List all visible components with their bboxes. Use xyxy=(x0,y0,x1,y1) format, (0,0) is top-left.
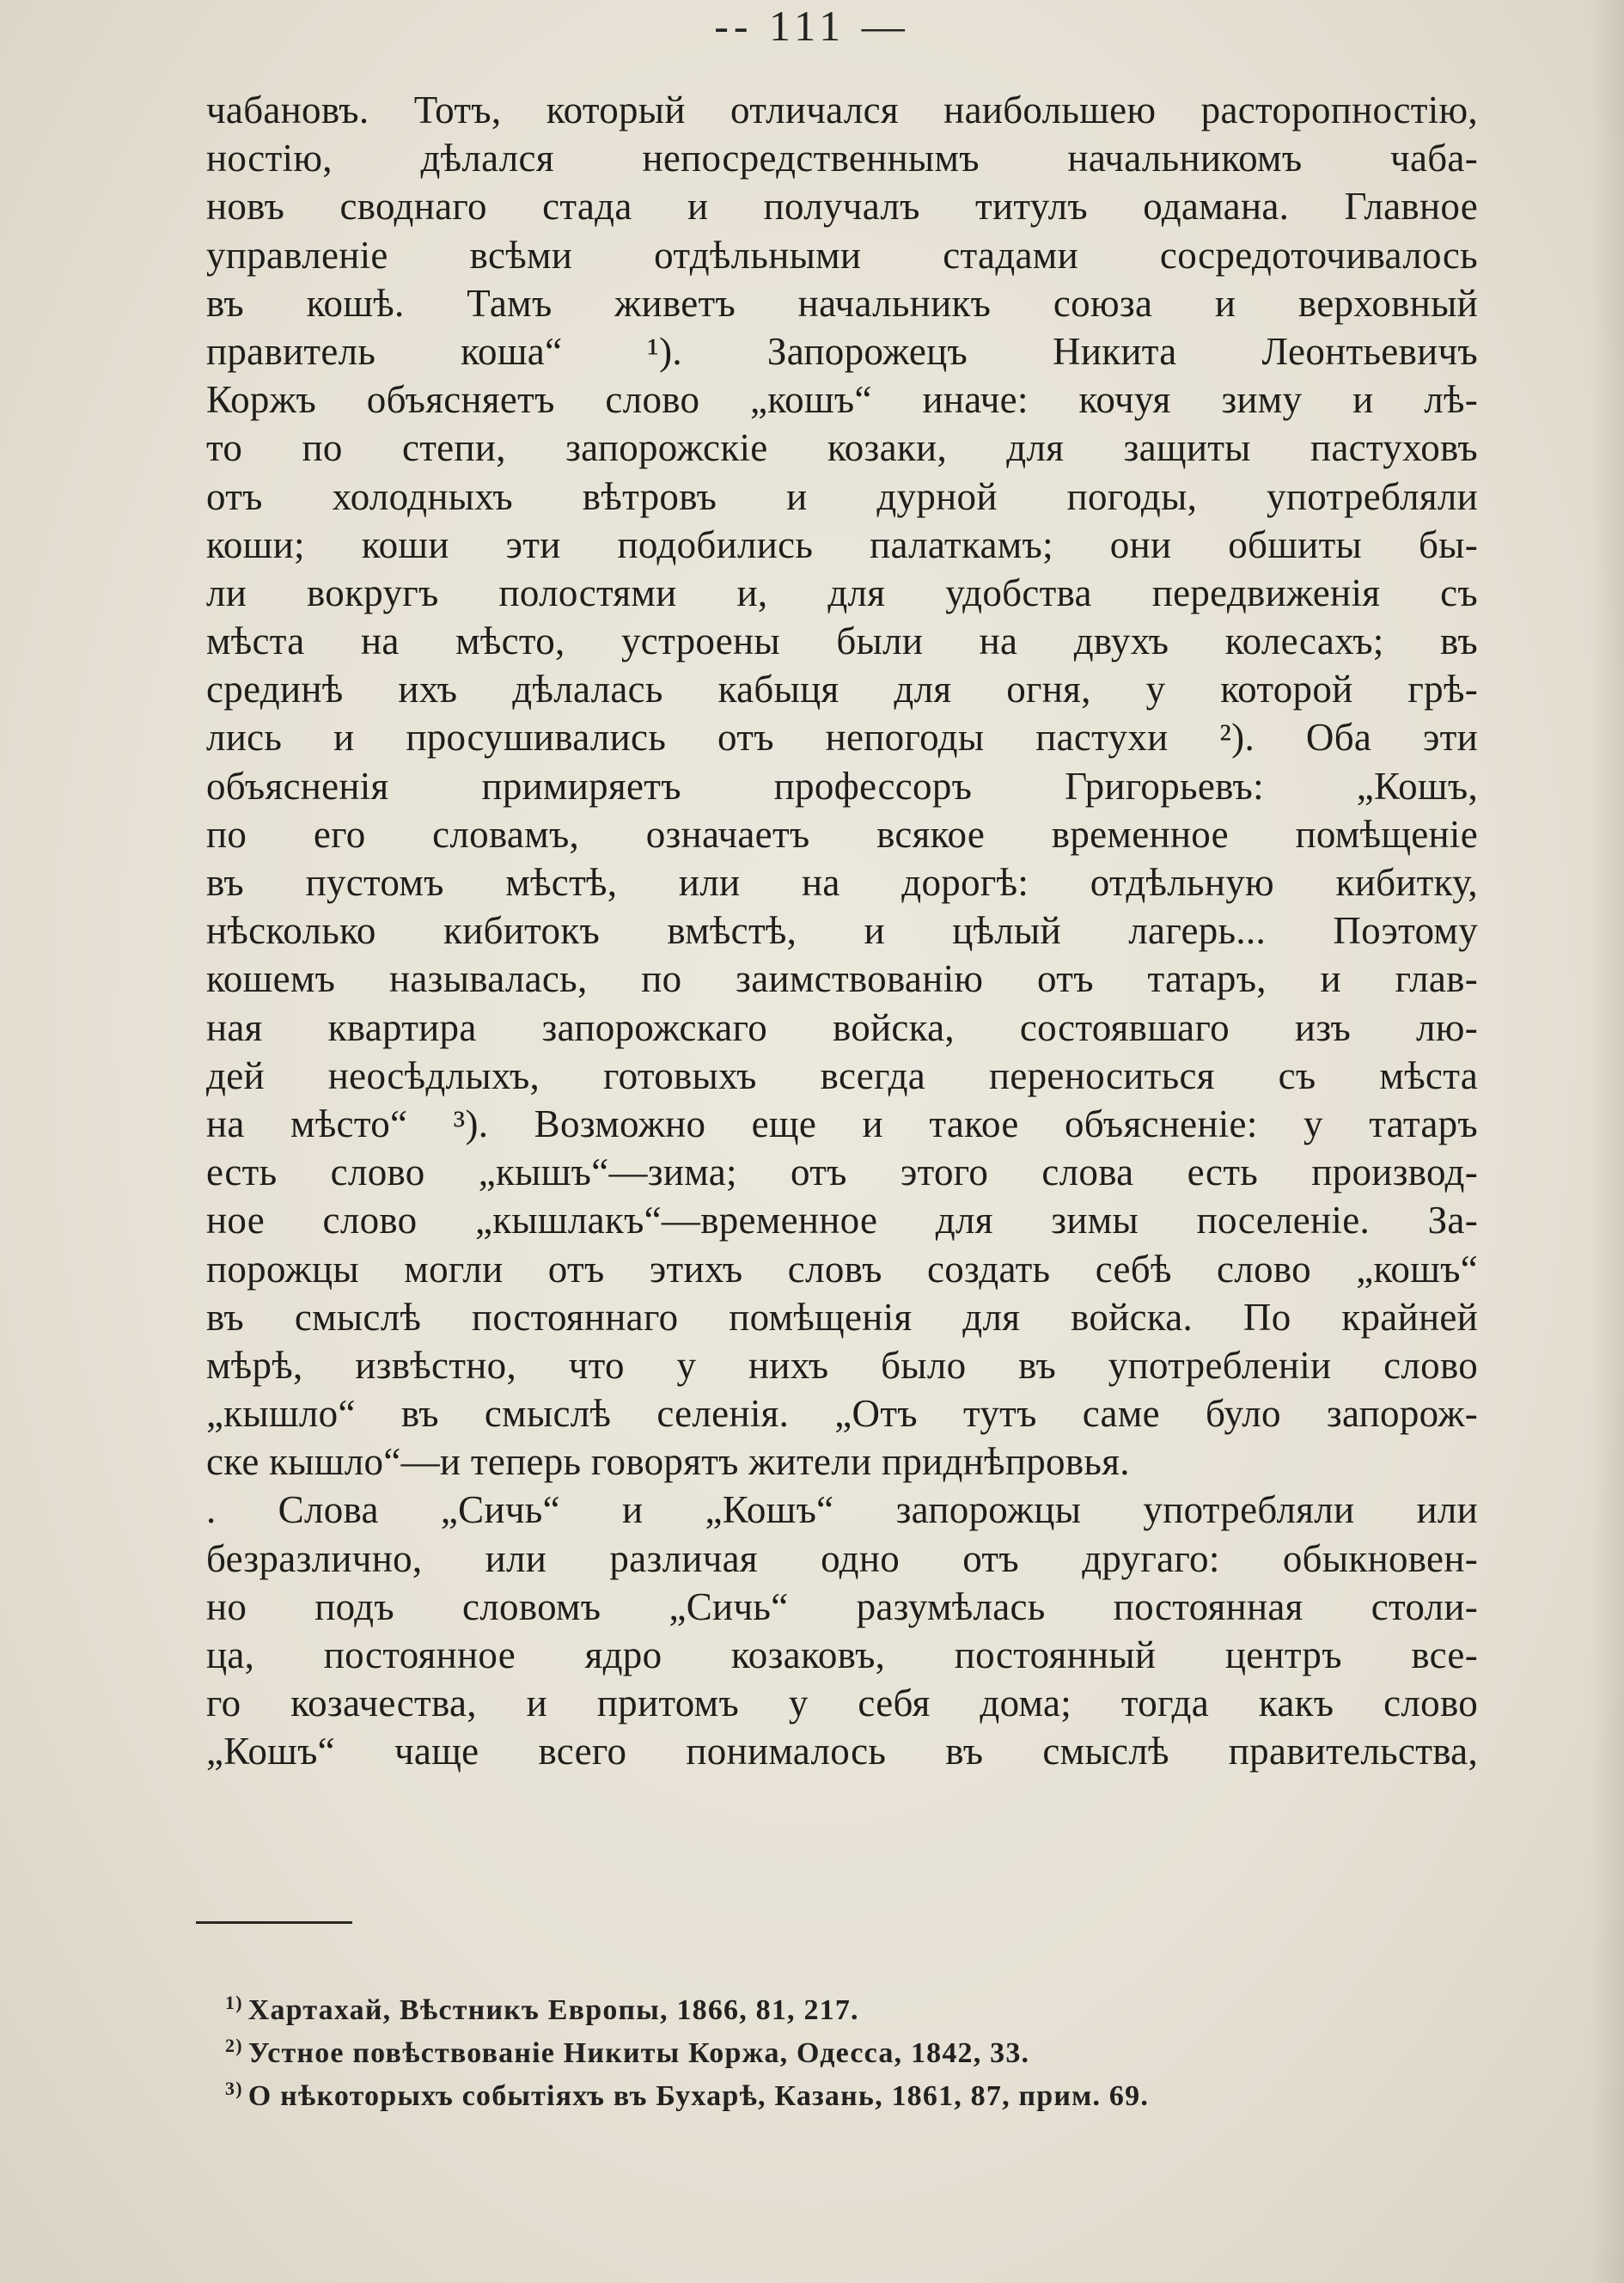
paragraph-start-line: . Слова „Сичь“ и „Кошъ“ запорожцы употребляли или xyxy=(206,1488,1478,1532)
text-line: Коржъ объясняетъ слово „кошъ“ иначе: кочуя зиму и лѣ- xyxy=(206,378,1478,422)
text-line: въ кошѣ. Тамъ живетъ начальникъ союза и верховный xyxy=(206,281,1478,325)
footnote-separator-rule xyxy=(196,1921,352,1924)
text-line: чабановъ. Тотъ, который отличался наибольшею расторопностію, xyxy=(206,89,1478,131)
text-line: на мѣсто“ ³). Возможно еще и такое объясненіе: у татаръ xyxy=(206,1102,1478,1145)
text-line: управленіе всѣми отдѣльными стадами сосредоточивалось xyxy=(206,233,1478,277)
text-line: ли вокругъ полостями и, для удобства передвиженія съ xyxy=(206,571,1478,614)
text-line: по его словамъ, означаетъ всякое временное помѣщеніе xyxy=(206,812,1478,856)
text-line: нѣсколько кибитокъ вмѣстѣ, и цѣлый лагерь... Поэтому xyxy=(206,909,1478,953)
text-line: объясненія примиряетъ профессоръ Григорьевъ: „Кошъ, xyxy=(206,764,1478,808)
text-line: ное слово „кышлакъ“—временное для зимы поселеніе. За- xyxy=(206,1199,1478,1242)
footnote-1 xyxy=(225,1989,1428,2032)
text-line: порожцы могли отъ этихъ словъ создать себѣ слово „кошъ“ xyxy=(206,1247,1478,1291)
text-line: ностію, дѣлался непосредственнымъ начальникомъ чаба- xyxy=(206,137,1478,180)
footnote-marker: 2) xyxy=(225,2034,243,2056)
body-text xyxy=(206,86,1478,1776)
footnotes xyxy=(225,1989,1428,2118)
text-line: срединѣ ихъ дѣлалась кабыця для огня, у которой грѣ- xyxy=(206,668,1478,711)
text-line: коши; коши эти подобились палаткамъ; они обшиты бы- xyxy=(206,522,1478,566)
text-line: ске кышло“—и теперь говорятъ жители приднѣпровья. xyxy=(206,1440,1130,1484)
page-number: -- 111 — xyxy=(714,2,910,50)
footnote-3 xyxy=(225,2075,1428,2118)
footnote-marker: 1) xyxy=(225,1991,243,2013)
text-line: ца, постоянное ядро козаковъ, постоянный центръ все- xyxy=(206,1633,1478,1676)
text-line: то по степи, запорожскіе козаки, для защиты пастуховъ xyxy=(206,426,1478,470)
text-line: кошемъ называлась, по заимствованію отъ татаръ, и глав- xyxy=(206,957,1478,1001)
text-line: но подъ словомъ „Сичь“ разумѣлась постоянная столи- xyxy=(206,1584,1478,1628)
text-line: мѣрѣ, извѣстно, что у нихъ было въ употребленіи слово xyxy=(206,1343,1478,1387)
text-line: лись и просушивались отъ непогоды пастухи ²). Оба эти xyxy=(206,716,1478,760)
text-line: го козачества, и притомъ у себя дома; тогда какъ слово xyxy=(206,1682,1478,1725)
text-line: въ пустомъ мѣстѣ, или на дорогѣ: отдѣльную кибитку, xyxy=(206,861,1478,904)
text-line: новъ своднаго стада и получалъ титулъ одамана. Главное xyxy=(206,185,1478,229)
text-line: „Кошъ“ чаще всего понималось въ смыслѣ правительства, xyxy=(206,1730,1478,1773)
text-line: „кышло“ въ смыслѣ селенія. „Отъ тутъ саме було запорож- xyxy=(206,1392,1478,1436)
text-line: отъ холодныхъ вѣтровъ и дурной погоды, употребляли xyxy=(206,474,1478,518)
text-line: ная квартира запорожскаго войска, состоявшаго изъ лю- xyxy=(206,1005,1478,1049)
footnote-text: Устное повѣствованіе Никиты Коржа, Одесса, 1842, 33. xyxy=(247,2037,1030,2069)
footnote-marker: 3) xyxy=(225,2077,243,2099)
text-line: дей неосѣдлыхъ, готовыхъ всегда переноситься съ мѣста xyxy=(206,1053,1478,1097)
text-line: правитель коша“ ¹). Запорожецъ Никита Леонтьевичъ xyxy=(206,329,1478,373)
footnote-text: Хартахай, Вѣстникъ Европы, 1866, 81, 217. xyxy=(247,1994,859,2026)
text-line: есть слово „кышъ“—зима; отъ этого слова есть производ- xyxy=(206,1151,1478,1194)
page-edge-shadow xyxy=(1590,0,1624,2283)
text-line: мѣста на мѣсто, устроены были на двухъ колесахъ; въ xyxy=(206,620,1478,663)
footnote-2 xyxy=(225,2032,1428,2075)
text-line: въ смыслѣ постояннаго помѣщенія для войска. По крайней xyxy=(206,1295,1478,1339)
text-line: безразлично, или различая одно отъ другаго: обыкновен- xyxy=(206,1536,1478,1580)
footnote-text: О нѣкоторыхъ событіяхъ въ Бухарѣ, Казань, 1861, 87, прим. 69. xyxy=(247,2080,1150,2112)
